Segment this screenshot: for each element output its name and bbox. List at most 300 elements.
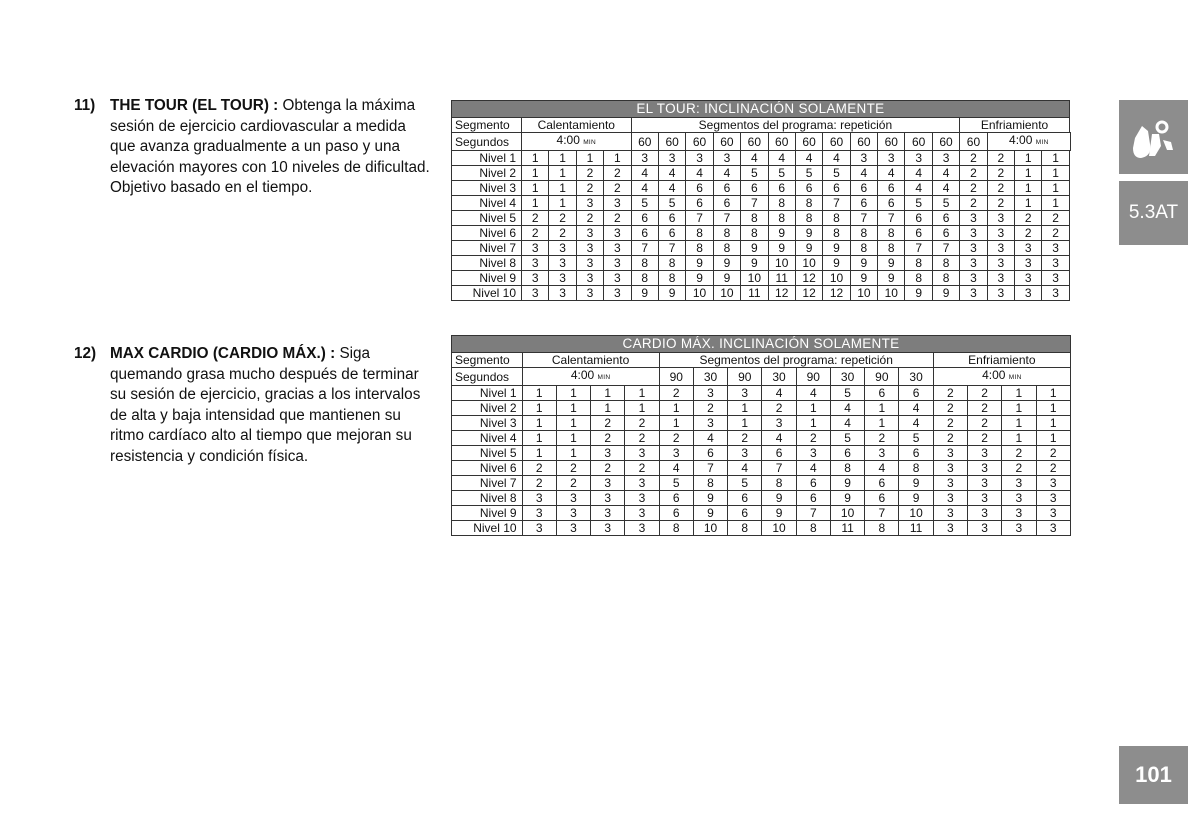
incline-value: 1 <box>549 181 576 196</box>
incline-value: 9 <box>762 506 796 521</box>
incline-value: 10 <box>850 286 877 301</box>
incline-value: 1 <box>591 401 625 416</box>
incline-value: 3 <box>1042 241 1069 256</box>
segment-seconds: 60 <box>631 133 658 151</box>
incline-value: 2 <box>1036 461 1070 476</box>
table-title: EL TOUR: INCLINACIÓN SOLAMENTE <box>452 101 1070 118</box>
incline-value: 11 <box>768 271 795 286</box>
incline-value: 8 <box>823 211 850 226</box>
incline-value: 1 <box>522 416 556 431</box>
segment-seconds: 90 <box>659 368 693 386</box>
table-row <box>452 506 1071 521</box>
incline-value: 12 <box>823 286 850 301</box>
incline-value: 2 <box>865 431 899 446</box>
incline-value: 3 <box>625 491 659 506</box>
incline-value: 1 <box>1015 196 1042 211</box>
level-label: Nivel 8 <box>452 256 522 271</box>
segment-seconds: 60 <box>850 133 877 151</box>
incline-value: 1 <box>522 446 556 461</box>
incline-value: 3 <box>556 506 590 521</box>
incline-value: 2 <box>968 386 1002 401</box>
incline-value: 1 <box>576 151 603 166</box>
incline-value: 9 <box>823 256 850 271</box>
incline-value: 8 <box>905 256 932 271</box>
incline-value: 7 <box>796 506 830 521</box>
incline-value: 3 <box>604 196 631 211</box>
incline-value: 2 <box>960 151 987 166</box>
incline-value: 6 <box>762 446 796 461</box>
incline-value: 4 <box>631 181 658 196</box>
cool-time: 4:00 MIN <box>933 368 1070 386</box>
incline-value: 9 <box>850 256 877 271</box>
incline-value: 5 <box>905 196 932 211</box>
treadmill-runner-icon <box>1119 100 1188 174</box>
incline-value: 2 <box>604 181 631 196</box>
incline-value: 3 <box>549 286 576 301</box>
segment-seconds: 30 <box>693 368 727 386</box>
incline-value: 4 <box>899 401 933 416</box>
incline-value: 2 <box>604 166 631 181</box>
incline-value: 3 <box>576 271 603 286</box>
incline-value: 2 <box>960 181 987 196</box>
table-row <box>452 416 1071 431</box>
incline-value: 3 <box>987 211 1014 226</box>
incline-value: 2 <box>625 416 659 431</box>
incline-value: 10 <box>713 286 740 301</box>
incline-value: 1 <box>1042 166 1069 181</box>
enfriamiento-header: Enfriamiento <box>960 118 1070 133</box>
incline-value: 2 <box>1015 211 1042 226</box>
level-label: Nivel 6 <box>452 226 522 241</box>
enfriamiento-header: Enfriamiento <box>933 353 1070 368</box>
incline-value: 3 <box>522 491 556 506</box>
incline-value: 3 <box>591 491 625 506</box>
incline-value: 6 <box>686 181 713 196</box>
incline-value: 8 <box>878 226 905 241</box>
segment-seconds: 60 <box>768 133 795 151</box>
incline-value: 2 <box>659 386 693 401</box>
incline-value: 6 <box>878 196 905 211</box>
incline-value: 8 <box>795 196 822 211</box>
incline-value: 3 <box>933 521 967 536</box>
incline-value: 3 <box>728 446 762 461</box>
incline-value: 1 <box>1002 386 1036 401</box>
incline-value: 6 <box>713 181 740 196</box>
incline-value: 3 <box>631 151 658 166</box>
incline-value: 3 <box>933 506 967 521</box>
incline-value: 6 <box>932 226 959 241</box>
incline-value: 10 <box>823 271 850 286</box>
incline-value: 3 <box>556 491 590 506</box>
section-text: Siga quemando grasa mucho después de terminar su sesión de ejercicio, gracias a los intervalos de alta y baja intensidad que mantienen su ritmo cardíaco alto al tiempo que mejoran su resistencia y condición física. <box>110 345 421 465</box>
incline-value: 3 <box>1015 256 1042 271</box>
incline-value: 3 <box>933 491 967 506</box>
incline-value: 3 <box>576 286 603 301</box>
incline-value: 3 <box>796 446 830 461</box>
incline-value: 6 <box>659 506 693 521</box>
incline-value: 1 <box>556 431 590 446</box>
incline-value: 3 <box>522 271 549 286</box>
incline-value: 1 <box>549 166 576 181</box>
incline-value: 4 <box>693 431 727 446</box>
incline-value: 9 <box>762 491 796 506</box>
incline-value: 2 <box>933 431 967 446</box>
incline-value: 3 <box>968 476 1002 491</box>
page-number: 101 <box>1119 746 1188 804</box>
level-label: Nivel 9 <box>452 271 522 286</box>
incline-value: 3 <box>659 446 693 461</box>
incline-value: 1 <box>549 151 576 166</box>
incline-value: 6 <box>878 181 905 196</box>
incline-value: 2 <box>968 401 1002 416</box>
incline-value: 2 <box>1002 461 1036 476</box>
incline-value: 6 <box>658 226 685 241</box>
incline-value: 4 <box>865 461 899 476</box>
incline-value: 8 <box>830 461 864 476</box>
level-label: Nivel 2 <box>452 401 523 416</box>
incline-value: 9 <box>878 271 905 286</box>
incline-value: 7 <box>686 211 713 226</box>
incline-value: 2 <box>591 461 625 476</box>
incline-value: 9 <box>823 241 850 256</box>
incline-value: 8 <box>631 256 658 271</box>
incline-value: 3 <box>591 506 625 521</box>
incline-value: 6 <box>795 181 822 196</box>
incline-value: 4 <box>762 431 796 446</box>
incline-value: 2 <box>968 431 1002 446</box>
incline-value: 2 <box>987 151 1014 166</box>
incline-value: 1 <box>1036 386 1070 401</box>
incline-value: 6 <box>905 226 932 241</box>
incline-value: 3 <box>932 151 959 166</box>
incline-value: 6 <box>865 491 899 506</box>
incline-value: 2 <box>576 181 603 196</box>
incline-value: 7 <box>693 461 727 476</box>
incline-value: 3 <box>686 151 713 166</box>
section-number: 11) <box>74 97 96 114</box>
incline-value: 3 <box>604 271 631 286</box>
incline-value: 2 <box>604 211 631 226</box>
incline-value: 3 <box>865 446 899 461</box>
incline-value: 3 <box>576 226 603 241</box>
incline-value: 9 <box>830 491 864 506</box>
incline-value: 6 <box>693 446 727 461</box>
incline-value: 8 <box>850 241 877 256</box>
incline-value: 2 <box>968 416 1002 431</box>
incline-value: 4 <box>830 401 864 416</box>
incline-value: 3 <box>968 491 1002 506</box>
incline-value: 2 <box>796 431 830 446</box>
incline-value: 3 <box>1042 256 1069 271</box>
incline-value: 3 <box>933 476 967 491</box>
table-row <box>452 446 1071 461</box>
incline-value: 2 <box>960 196 987 211</box>
segment-seconds: 30 <box>762 368 796 386</box>
incline-value: 4 <box>686 166 713 181</box>
incline-value: 2 <box>762 401 796 416</box>
max-cardio-table <box>451 335 1071 536</box>
incline-value: 2 <box>1036 446 1070 461</box>
segment-seconds: 90 <box>865 368 899 386</box>
incline-value: 9 <box>693 506 727 521</box>
incline-value: 6 <box>905 211 932 226</box>
warm-time: 4:00 MIN <box>522 368 659 386</box>
table-row <box>452 256 1071 271</box>
incline-value: 6 <box>796 491 830 506</box>
incline-value: 3 <box>960 256 987 271</box>
incline-value: 2 <box>522 211 549 226</box>
incline-value: 6 <box>865 476 899 491</box>
incline-value: 9 <box>741 256 768 271</box>
table-row <box>452 461 1071 476</box>
incline-value: 6 <box>899 386 933 401</box>
incline-value: 3 <box>604 286 631 301</box>
incline-value: 9 <box>768 241 795 256</box>
incline-value: 2 <box>556 476 590 491</box>
incline-value: 4 <box>823 151 850 166</box>
level-label: Nivel 3 <box>452 181 522 196</box>
incline-value: 2 <box>522 226 549 241</box>
incline-value: 1 <box>591 386 625 401</box>
table-row <box>452 211 1071 226</box>
level-label: Nivel 6 <box>452 461 523 476</box>
incline-value: 1 <box>1042 196 1069 211</box>
incline-value: 1 <box>796 416 830 431</box>
incline-value: 2 <box>591 431 625 446</box>
incline-value: 8 <box>850 226 877 241</box>
incline-value: 8 <box>713 241 740 256</box>
incline-value: 2 <box>728 431 762 446</box>
incline-value: 9 <box>899 476 933 491</box>
incline-value: 1 <box>556 386 590 401</box>
incline-value: 6 <box>899 446 933 461</box>
table-row <box>452 181 1071 196</box>
incline-value: 3 <box>960 286 987 301</box>
incline-value: 2 <box>625 431 659 446</box>
incline-value: 3 <box>1002 476 1036 491</box>
incline-value: 10 <box>795 256 822 271</box>
incline-value: 3 <box>933 461 967 476</box>
incline-value: 10 <box>830 506 864 521</box>
incline-value: 2 <box>591 416 625 431</box>
section-tab-label: 5.3AT <box>1119 181 1188 245</box>
incline-value: 3 <box>576 196 603 211</box>
incline-value: 5 <box>795 166 822 181</box>
incline-value: 1 <box>728 416 762 431</box>
incline-value: 4 <box>795 151 822 166</box>
incline-value: 4 <box>796 461 830 476</box>
segment-seconds: 60 <box>878 133 905 151</box>
incline-value: 6 <box>728 491 762 506</box>
incline-value: 11 <box>899 521 933 536</box>
incline-value: 3 <box>960 211 987 226</box>
level-label: Nivel 7 <box>452 476 523 491</box>
incline-value: 2 <box>556 461 590 476</box>
incline-value: 4 <box>768 151 795 166</box>
level-label: Nivel 5 <box>452 446 523 461</box>
incline-value: 10 <box>762 521 796 536</box>
incline-value: 7 <box>631 241 658 256</box>
incline-value: 9 <box>741 241 768 256</box>
incline-value: 4 <box>878 166 905 181</box>
incline-value: 4 <box>899 416 933 431</box>
tour-table <box>451 100 1071 301</box>
level-label: Nivel 5 <box>452 211 522 226</box>
incline-value: 8 <box>899 461 933 476</box>
incline-value: 6 <box>631 211 658 226</box>
incline-value: 3 <box>987 226 1014 241</box>
incline-value: 9 <box>795 226 822 241</box>
incline-value: 1 <box>625 401 659 416</box>
incline-value: 2 <box>1002 446 1036 461</box>
incline-value: 3 <box>1002 521 1036 536</box>
incline-value: 9 <box>631 286 658 301</box>
incline-value: 8 <box>796 521 830 536</box>
incline-value: 1 <box>1042 181 1069 196</box>
incline-value: 4 <box>658 166 685 181</box>
incline-value: 2 <box>576 166 603 181</box>
incline-value: 2 <box>1042 211 1069 226</box>
incline-value: 3 <box>522 241 549 256</box>
segment-seconds: 60 <box>658 133 685 151</box>
incline-value: 6 <box>728 506 762 521</box>
incline-value: 2 <box>933 416 967 431</box>
incline-value: 4 <box>830 416 864 431</box>
incline-value: 1 <box>522 151 549 166</box>
incline-value: 3 <box>591 446 625 461</box>
incline-value: 3 <box>625 521 659 536</box>
incline-value: 1 <box>1042 151 1069 166</box>
incline-value: 10 <box>686 286 713 301</box>
incline-value: 8 <box>658 256 685 271</box>
table-row <box>452 166 1071 181</box>
incline-value: 8 <box>865 521 899 536</box>
incline-value: 3 <box>987 241 1014 256</box>
warm-time: 4:00 MIN <box>522 133 632 151</box>
incline-value: 2 <box>522 476 556 491</box>
incline-value: 3 <box>960 226 987 241</box>
incline-value: 4 <box>728 461 762 476</box>
incline-value: 1 <box>1036 401 1070 416</box>
segment-seconds: 90 <box>728 368 762 386</box>
incline-value: 9 <box>850 271 877 286</box>
incline-value: 7 <box>741 196 768 211</box>
incline-value: 7 <box>878 211 905 226</box>
segmento-header: Segmento <box>452 118 522 133</box>
incline-value: 1 <box>522 386 556 401</box>
incline-value: 8 <box>823 226 850 241</box>
incline-value: 9 <box>768 226 795 241</box>
incline-value: 2 <box>933 386 967 401</box>
incline-value: 2 <box>960 166 987 181</box>
calentamiento-header: Calentamiento <box>522 118 632 133</box>
level-label: Nivel 4 <box>452 431 523 446</box>
incline-value: 3 <box>522 256 549 271</box>
incline-value: 1 <box>549 196 576 211</box>
incline-value: 4 <box>796 386 830 401</box>
incline-value: 3 <box>658 151 685 166</box>
incline-value: 9 <box>658 286 685 301</box>
incline-value: 6 <box>741 181 768 196</box>
table-row <box>452 431 1071 446</box>
incline-value: 3 <box>850 151 877 166</box>
segment-seconds: 60 <box>823 133 850 151</box>
incline-value: 6 <box>658 211 685 226</box>
incline-value: 3 <box>878 151 905 166</box>
section-tab <box>1119 100 1188 174</box>
incline-value: 2 <box>933 401 967 416</box>
incline-value: 3 <box>1036 506 1070 521</box>
incline-value: 4 <box>932 181 959 196</box>
table-row <box>452 151 1071 166</box>
programa-header: Segmentos del programa: repetición <box>659 353 933 368</box>
incline-value: 7 <box>823 196 850 211</box>
incline-value: 5 <box>631 196 658 211</box>
level-label: Nivel 10 <box>452 286 522 301</box>
table-row <box>452 271 1071 286</box>
incline-value: 3 <box>522 506 556 521</box>
section-number: 12) <box>74 345 97 362</box>
incline-value: 6 <box>686 196 713 211</box>
incline-value: 6 <box>850 196 877 211</box>
incline-value: 8 <box>686 241 713 256</box>
incline-value: 4 <box>713 166 740 181</box>
incline-value: 3 <box>1036 521 1070 536</box>
incline-value: 12 <box>768 286 795 301</box>
section-heading: THE TOUR (EL TOUR) : <box>110 97 279 114</box>
incline-value: 4 <box>658 181 685 196</box>
segment-seconds: 30 <box>830 368 864 386</box>
section-max-cardio <box>74 344 434 467</box>
segment-seconds: 90 <box>796 368 830 386</box>
incline-value: 1 <box>522 181 549 196</box>
incline-value: 10 <box>878 286 905 301</box>
incline-value: 3 <box>693 386 727 401</box>
incline-value: 3 <box>549 241 576 256</box>
incline-value: 3 <box>987 256 1014 271</box>
incline-value: 3 <box>968 461 1002 476</box>
incline-value: 8 <box>658 271 685 286</box>
incline-value: 10 <box>741 271 768 286</box>
incline-value: 1 <box>796 401 830 416</box>
incline-value: 8 <box>686 226 713 241</box>
incline-value: 5 <box>823 166 850 181</box>
incline-value: 8 <box>693 476 727 491</box>
incline-value: 12 <box>795 271 822 286</box>
incline-value: 3 <box>960 241 987 256</box>
level-label: Nivel 1 <box>452 386 523 401</box>
incline-value: 8 <box>659 521 693 536</box>
incline-value: 7 <box>658 241 685 256</box>
level-label: Nivel 7 <box>452 241 522 256</box>
table-title: CARDIO MÁX. INCLINACIÓN SOLAMENTE <box>452 336 1071 353</box>
incline-value: 2 <box>987 181 1014 196</box>
incline-value: 1 <box>1002 431 1036 446</box>
table-row <box>452 521 1071 536</box>
table-row <box>452 286 1071 301</box>
table-row <box>452 476 1071 491</box>
incline-value: 2 <box>659 431 693 446</box>
table-row <box>452 491 1071 506</box>
incline-value: 1 <box>1036 416 1070 431</box>
incline-value: 4 <box>932 166 959 181</box>
level-label: Nivel 10 <box>452 521 523 536</box>
incline-value: 10 <box>693 521 727 536</box>
incline-value: 9 <box>686 256 713 271</box>
level-label: Nivel 2 <box>452 166 522 181</box>
incline-value: 9 <box>713 256 740 271</box>
section-heading: MAX CARDIO (CARDIO MÁX.) : <box>110 345 336 362</box>
